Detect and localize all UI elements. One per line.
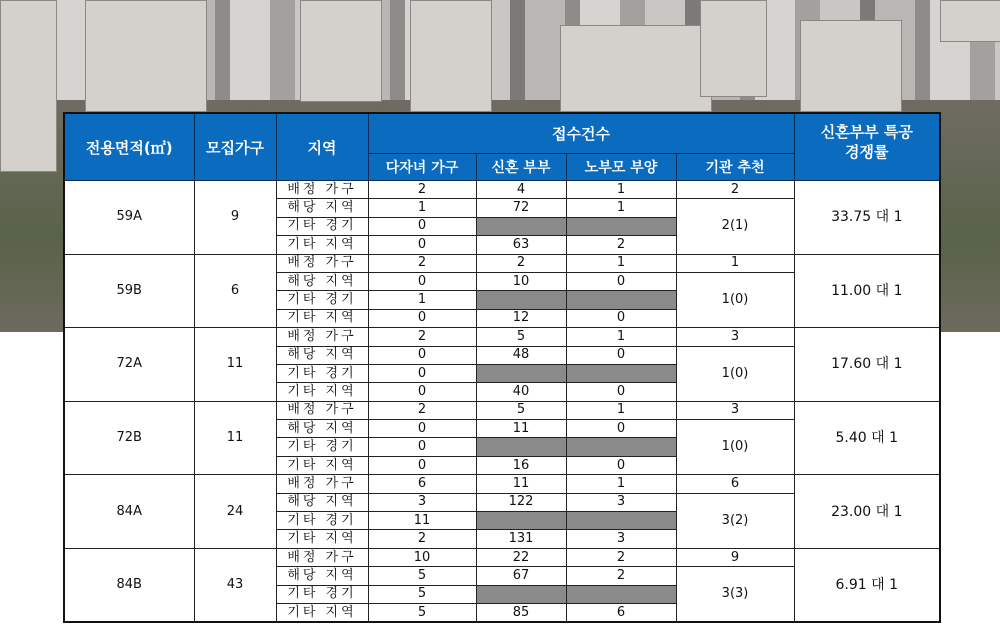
region-cell: 기타 경기 xyxy=(276,438,368,456)
area-cell: 72B xyxy=(64,401,194,475)
header-area: 전용면적(㎡) xyxy=(64,113,194,181)
newlywed-cell: 11 xyxy=(476,475,566,493)
multi-child-cell: 11 xyxy=(368,512,476,530)
multi-child-cell: 2 xyxy=(368,401,476,419)
elderly-cell: 2 xyxy=(566,548,676,566)
multi-child-cell: 5 xyxy=(368,567,476,585)
newlywed-cell: 12 xyxy=(476,309,566,327)
region-cell: 기타 지역 xyxy=(276,603,368,622)
region-cell: 해당 지역 xyxy=(276,420,368,438)
newlywed-cell: 5 xyxy=(476,401,566,419)
elderly-cell-na xyxy=(566,217,676,235)
header-elderly: 노부모 부양 xyxy=(566,154,676,181)
multi-child-cell: 0 xyxy=(368,456,476,474)
agency-app-cell: 2(1) xyxy=(676,199,794,254)
newlywed-cell: 48 xyxy=(476,346,566,364)
region-cell: 배정 가구 xyxy=(276,181,368,199)
rate-cell: 33.75 대 1 xyxy=(794,181,940,255)
newlywed-cell-na xyxy=(476,438,566,456)
region-cell: 해당 지역 xyxy=(276,272,368,290)
elderly-cell-na xyxy=(566,291,676,309)
table-row xyxy=(64,181,940,199)
households-cell: 24 xyxy=(194,475,276,549)
agency-app-cell: 1(0) xyxy=(676,272,794,327)
elderly-cell: 1 xyxy=(566,199,676,217)
elderly-cell: 2 xyxy=(566,236,676,254)
region-cell: 배정 가구 xyxy=(276,254,368,272)
newlywed-cell: 72 xyxy=(476,199,566,217)
agency-app-cell: 3(2) xyxy=(676,493,794,548)
header-applications: 접수건수 xyxy=(368,113,794,154)
elderly-cell: 3 xyxy=(566,530,676,548)
region-cell: 기타 경기 xyxy=(276,512,368,530)
multi-child-cell: 0 xyxy=(368,346,476,364)
table-row xyxy=(64,475,940,493)
agency-alloc-cell: 3 xyxy=(676,401,794,419)
region-cell: 배정 가구 xyxy=(276,548,368,566)
elderly-cell: 1 xyxy=(566,254,676,272)
rate-cell: 6.91 대 1 xyxy=(794,548,940,622)
elderly-cell: 0 xyxy=(566,420,676,438)
newlywed-cell: 67 xyxy=(476,567,566,585)
agency-app-cell: 1(0) xyxy=(676,420,794,475)
table-row xyxy=(64,548,940,566)
agency-alloc-cell: 6 xyxy=(676,475,794,493)
elderly-cell: 2 xyxy=(566,567,676,585)
multi-child-cell: 2 xyxy=(368,254,476,272)
region-cell: 해당 지역 xyxy=(276,199,368,217)
table-row xyxy=(64,401,940,419)
area-cell: 84A xyxy=(64,475,194,549)
households-cell: 11 xyxy=(194,401,276,475)
multi-child-cell: 5 xyxy=(368,603,476,622)
elderly-cell: 1 xyxy=(566,328,676,346)
agency-app-cell: 1(0) xyxy=(676,346,794,401)
region-cell: 해당 지역 xyxy=(276,493,368,511)
elderly-cell-na xyxy=(566,585,676,603)
newlywed-cell: 131 xyxy=(476,530,566,548)
competition-table xyxy=(63,112,941,623)
elderly-cell-na xyxy=(566,512,676,530)
multi-child-cell: 5 xyxy=(368,585,476,603)
newlywed-cell-na xyxy=(476,291,566,309)
multi-child-cell: 0 xyxy=(368,383,476,401)
region-cell: 기타 지역 xyxy=(276,236,368,254)
multi-child-cell: 3 xyxy=(368,493,476,511)
newlywed-cell-na xyxy=(476,364,566,382)
region-cell: 기타 경기 xyxy=(276,364,368,382)
agency-app-cell: 3(3) xyxy=(676,567,794,623)
multi-child-cell: 6 xyxy=(368,475,476,493)
newlywed-cell: 22 xyxy=(476,548,566,566)
header-households: 모집가구 xyxy=(194,113,276,181)
elderly-cell: 0 xyxy=(566,309,676,327)
region-cell: 기타 경기 xyxy=(276,585,368,603)
elderly-cell: 1 xyxy=(566,475,676,493)
elderly-cell-na xyxy=(566,438,676,456)
region-cell: 배정 가구 xyxy=(276,475,368,493)
region-cell: 배정 가구 xyxy=(276,401,368,419)
newlywed-cell-na xyxy=(476,585,566,603)
newlywed-cell: 2 xyxy=(476,254,566,272)
multi-child-cell: 10 xyxy=(368,548,476,566)
newlywed-cell: 16 xyxy=(476,456,566,474)
households-cell: 6 xyxy=(194,254,276,328)
multi-child-cell: 0 xyxy=(368,236,476,254)
multi-child-cell: 0 xyxy=(368,438,476,456)
multi-child-cell: 2 xyxy=(368,328,476,346)
elderly-cell: 0 xyxy=(566,456,676,474)
header-region: 지역 xyxy=(276,113,368,181)
newlywed-cell: 122 xyxy=(476,493,566,511)
elderly-cell: 6 xyxy=(566,603,676,622)
elderly-cell: 0 xyxy=(566,272,676,290)
region-cell: 기타 지역 xyxy=(276,383,368,401)
header-multi-child: 다자녀 가구 xyxy=(368,154,476,181)
area-cell: 59B xyxy=(64,254,194,328)
newlywed-cell: 85 xyxy=(476,603,566,622)
elderly-cell-na xyxy=(566,364,676,382)
area-cell: 72A xyxy=(64,328,194,402)
rate-cell: 23.00 대 1 xyxy=(794,475,940,549)
newlywed-cell-na xyxy=(476,512,566,530)
households-cell: 43 xyxy=(194,548,276,622)
table-row xyxy=(64,254,940,272)
multi-child-cell: 0 xyxy=(368,217,476,235)
region-cell: 배정 가구 xyxy=(276,328,368,346)
agency-alloc-cell: 2 xyxy=(676,181,794,199)
header-agency: 기관 추천 xyxy=(676,154,794,181)
region-cell: 해당 지역 xyxy=(276,346,368,364)
agency-alloc-cell: 3 xyxy=(676,328,794,346)
elderly-cell: 0 xyxy=(566,383,676,401)
newlywed-cell: 4 xyxy=(476,181,566,199)
region-cell: 기타 지역 xyxy=(276,530,368,548)
newlywed-cell: 11 xyxy=(476,420,566,438)
newlywed-cell-na xyxy=(476,217,566,235)
multi-child-cell: 0 xyxy=(368,309,476,327)
newlywed-cell: 40 xyxy=(476,383,566,401)
agency-alloc-cell: 9 xyxy=(676,548,794,566)
multi-child-cell: 1 xyxy=(368,291,476,309)
elderly-cell: 3 xyxy=(566,493,676,511)
region-cell: 기타 지역 xyxy=(276,309,368,327)
multi-child-cell: 0 xyxy=(368,420,476,438)
elderly-cell: 1 xyxy=(566,181,676,199)
rate-cell: 5.40 대 1 xyxy=(794,401,940,475)
region-cell: 기타 경기 xyxy=(276,217,368,235)
region-cell: 기타 지역 xyxy=(276,456,368,474)
region-cell: 해당 지역 xyxy=(276,567,368,585)
header-newlywed: 신혼 부부 xyxy=(476,154,566,181)
multi-child-cell: 0 xyxy=(368,272,476,290)
newlywed-cell: 5 xyxy=(476,328,566,346)
multi-child-cell: 2 xyxy=(368,530,476,548)
households-cell: 11 xyxy=(194,328,276,402)
newlywed-cell: 10 xyxy=(476,272,566,290)
newlywed-cell: 63 xyxy=(476,236,566,254)
table-row xyxy=(64,328,940,346)
multi-child-cell: 0 xyxy=(368,364,476,382)
area-cell: 59A xyxy=(64,181,194,255)
multi-child-cell: 2 xyxy=(368,181,476,199)
rate-cell: 11.00 대 1 xyxy=(794,254,940,328)
agency-alloc-cell: 1 xyxy=(676,254,794,272)
area-cell: 84B xyxy=(64,548,194,622)
multi-child-cell: 1 xyxy=(368,199,476,217)
rate-cell: 17.60 대 1 xyxy=(794,328,940,402)
elderly-cell: 0 xyxy=(566,346,676,364)
elderly-cell: 1 xyxy=(566,401,676,419)
header-rate: 신혼부부 특공 경쟁률 xyxy=(794,113,940,181)
region-cell: 기타 경기 xyxy=(276,291,368,309)
households-cell: 9 xyxy=(194,181,276,255)
